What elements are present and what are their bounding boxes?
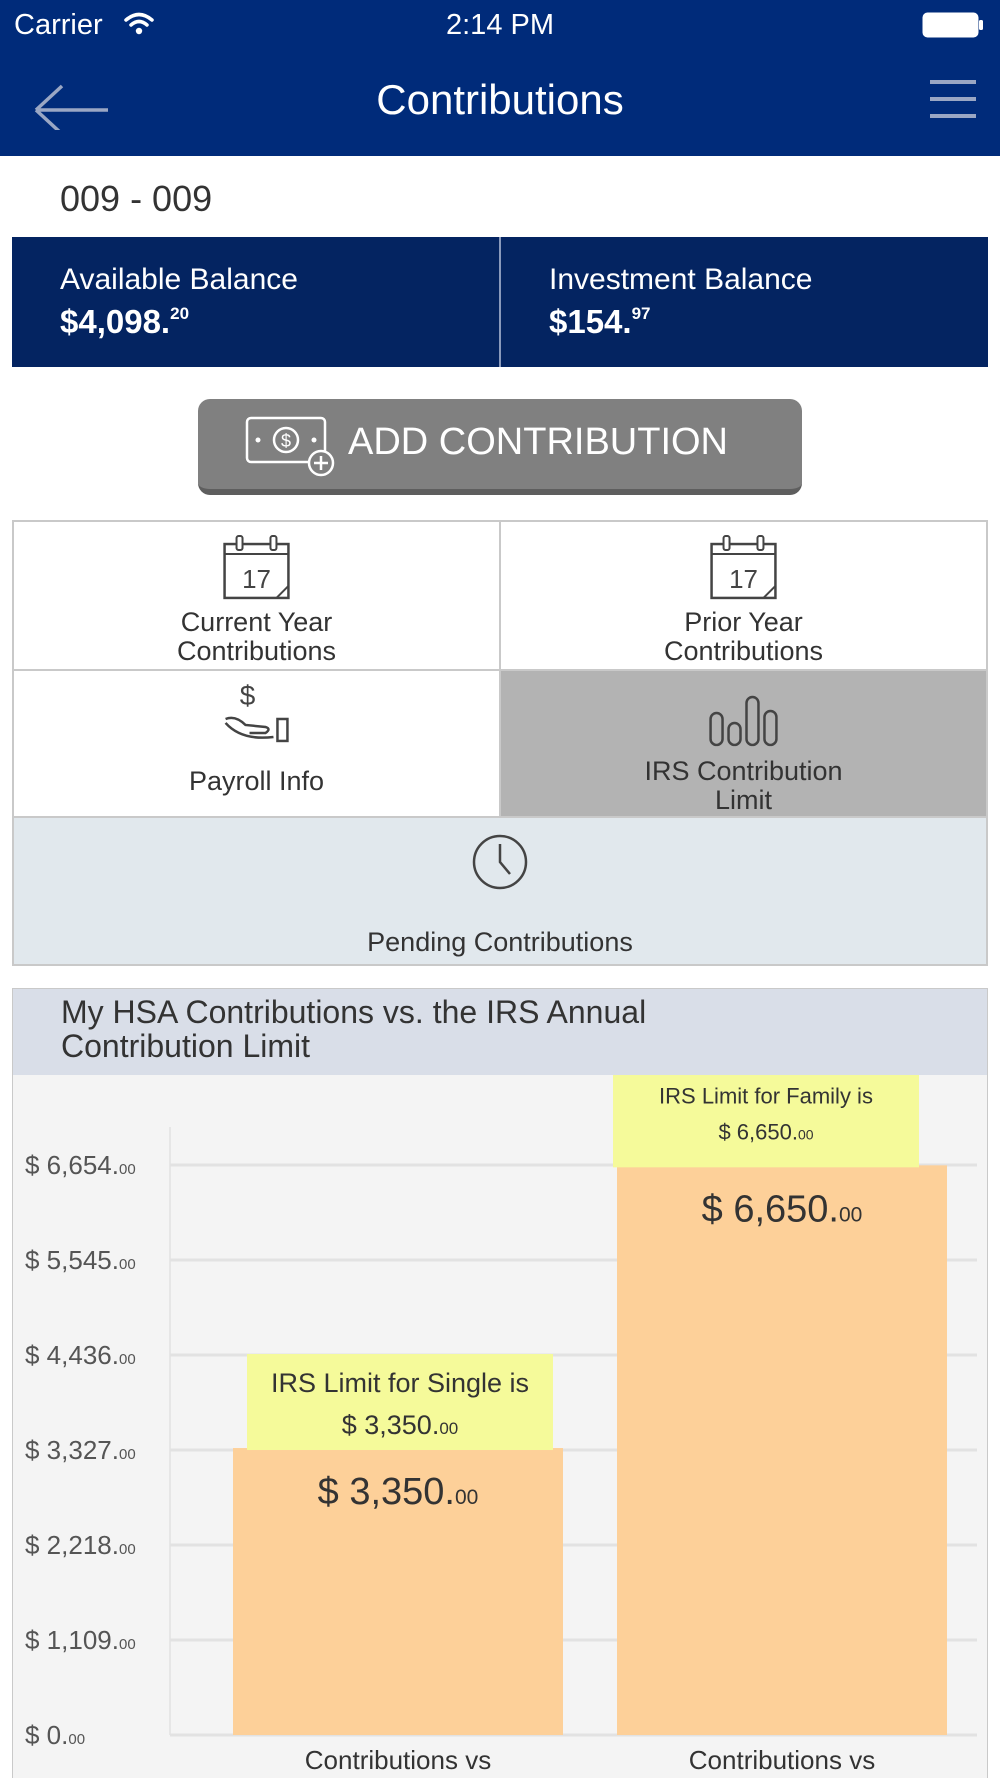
calendar-icon [14, 530, 499, 600]
contribution-menu [12, 520, 988, 966]
calendar-day: 17 [242, 565, 271, 594]
callout-text: IRS Limit for Single is [270, 1368, 530, 1399]
svg-text:$: $ [239, 680, 256, 712]
chart-header [13, 989, 987, 1075]
available-balance [12, 237, 499, 367]
investment-balance-value: $154.97 [549, 303, 651, 340]
bar-chart-icon [501, 679, 986, 749]
status-bar [0, 0, 1000, 50]
tile-prior-year-contributions[interactable] [499, 522, 986, 669]
tile-current-year-contributions[interactable] [14, 522, 499, 669]
callout-value: $ 6,650.00 [718, 1119, 814, 1145]
tile-current-year-label: Current Year Contributions [176, 607, 337, 666]
x-category-label: Contributions vs [688, 1745, 876, 1775]
tile-pending-label: Pending Contributions [367, 927, 633, 957]
available-balance-label: Available Balance [60, 263, 298, 296]
tile-payroll-label: Payroll Info [188, 766, 325, 796]
add-contribution-label: ADD CONTRIBUTION [348, 421, 728, 463]
tile-irs-limit-label: IRS Contribution Limit [644, 756, 843, 815]
clock-icon [14, 828, 986, 898]
carrier-label: Carrier [14, 9, 103, 41]
tile-payroll-info[interactable] [14, 671, 499, 816]
hamburger-menu-icon[interactable] [928, 78, 978, 120]
callout-value: $ 3,350.00 [341, 1410, 459, 1441]
account-number: 009 - 009 [60, 178, 213, 219]
add-contribution-button[interactable] [198, 399, 802, 495]
y-tick-label: $ 2,218.00 [25, 1530, 136, 1560]
y-tick-label: $ 1,109.00 [25, 1625, 136, 1655]
y-tick-label: $ 0.00 [25, 1720, 86, 1750]
tile-prior-year-label: Prior Year Contributions [663, 607, 824, 666]
contribution-chart [13, 1075, 987, 1778]
tile-pending-contributions[interactable] [14, 818, 986, 964]
battery-icon [922, 12, 984, 38]
chart-title: My HSA Contributions vs. the IRS Annual Contribution Limit [61, 994, 647, 1064]
status-time: 2:14 PM [446, 9, 554, 41]
investment-balance [499, 237, 988, 367]
bar [617, 1165, 947, 1735]
tile-irs-contribution-limit[interactable] [499, 671, 986, 816]
investment-balance-label: Investment Balance [549, 263, 813, 296]
y-tick-label: $ 4,436.00 [25, 1340, 136, 1370]
calendar-icon [501, 530, 986, 600]
balance-panel [12, 237, 988, 367]
bar-value-label: $ 3,350.00 [317, 1471, 479, 1514]
app-header [0, 0, 1000, 156]
chart-panel [12, 988, 988, 1778]
bar-value-label: $ 6,650.00 [701, 1188, 863, 1231]
page-title: Contributions [376, 76, 624, 123]
nav-bar [0, 60, 1000, 140]
money-add-icon [244, 415, 336, 477]
svg-text:$: $ [280, 431, 292, 451]
y-tick-label: $ 6,654.00 [25, 1150, 136, 1180]
callout-text: IRS Limit for Family is [659, 1083, 873, 1109]
y-tick-label: $ 3,327.00 [25, 1435, 136, 1465]
available-balance-value: $4,098.20 [60, 303, 190, 340]
hand-money-icon [14, 679, 499, 749]
calendar-day: 17 [729, 565, 758, 594]
y-tick-label: $ 5,545.00 [25, 1245, 136, 1275]
x-category-label: Contributions vs [304, 1745, 492, 1775]
